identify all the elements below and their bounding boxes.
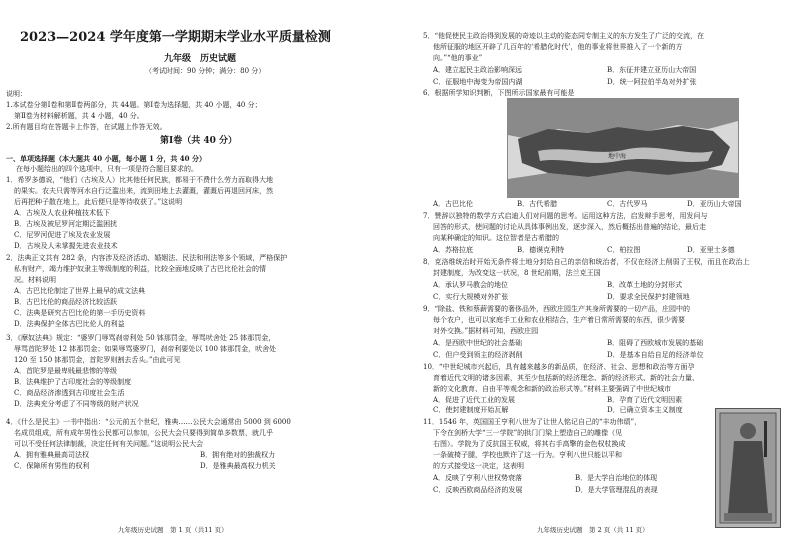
q2-option-d[interactable]: D．法典保护全体古巴比伦人的利益 bbox=[14, 320, 125, 328]
q7-stem-3: 向某种确定的知识。这位智者是古希腊的 bbox=[433, 234, 559, 242]
q10-stem-2: 育着近代文明的诸多因素，其至少包括新的经济理念、新的经济形式、新的社会力量、 bbox=[433, 374, 699, 382]
q2-stem-3: 况。材料说明 bbox=[14, 276, 56, 284]
footer-left: 九年级历史试题 第 1 页（共11 页） bbox=[118, 526, 228, 534]
q4-option-b[interactable]: B．拥有绝对的独裁权力 bbox=[200, 451, 276, 459]
q7-option-c[interactable]: C．柏拉图 bbox=[607, 246, 641, 254]
q3-stem-1: 3．《摩奴法典》规定：“婆罗门辱骂刹帝利处 50 钵那罚金，辱骂吠舍处 25 钵那罚金， bbox=[6, 334, 276, 342]
q5-option-c[interactable]: C．征服地中海变为帝国内湖 bbox=[433, 78, 523, 86]
q11-stem-3: 右图）。学院为了反抗国王权威，将其右手高擎的金色权杖换成 bbox=[433, 440, 626, 448]
exam-title: 2023—2024 学年度第一学期期末学业水平质量检测 bbox=[20, 30, 331, 45]
q11-stem-5: 的方式接受这一决定，这表明 bbox=[433, 462, 524, 470]
q4-option-c[interactable]: C．保障所有男性的权利 bbox=[14, 462, 90, 470]
q2-option-c[interactable]: C．法典是研究古巴比伦的第一手历史资料 bbox=[14, 309, 146, 317]
q7-option-d[interactable]: D．亚里士多德 bbox=[687, 246, 735, 254]
instruction-1-cont: 第Ⅱ卷为材料解析题，共 4 小题，40 分。 bbox=[14, 112, 144, 120]
footer-right: 九年级历史试题 第 2 页（共 11 页） bbox=[537, 526, 649, 534]
q4-option-d[interactable]: D．是雅典最高权力机关 bbox=[200, 462, 276, 470]
q11-option-d[interactable]: D．是大学管理混乱的表现 bbox=[575, 486, 658, 494]
q10-option-c[interactable]: C．使封建制度开始瓦解 bbox=[433, 406, 509, 414]
q8-option-b[interactable]: B．改革土地的分封形式 bbox=[607, 281, 683, 289]
statue-portrait-image bbox=[715, 408, 781, 528]
statue-pedestal bbox=[724, 513, 772, 521]
q11-option-b[interactable]: B．是大学自治地位的体现 bbox=[575, 474, 658, 482]
empire-map bbox=[507, 98, 739, 198]
q9-option-b[interactable]: B．阻碍了西欧城市发展的基础 bbox=[607, 339, 704, 347]
q6-option-c[interactable]: C．古代罗马 bbox=[607, 200, 648, 208]
q2-stem-2: 私有财产，竭力维护奴隶主等级制度的利益，比较全面地反映了古巴比伦社会的情 bbox=[14, 265, 266, 273]
q9-option-a[interactable]: A．是西欧中世纪的社会基础 bbox=[433, 339, 523, 347]
q4-stem-3: 可以不受任何法律制裁，决定任何有关问题。”这说明公民大会 bbox=[14, 440, 204, 448]
q9-stem-3: 对外交换。”据材料可知，西欧庄园 bbox=[433, 327, 539, 335]
q5-option-d[interactable]: D．统一阿拉伯半岛对外扩张 bbox=[607, 78, 697, 86]
q2-option-b[interactable]: B．古巴比伦的商品经济比较活跃 bbox=[14, 298, 118, 306]
q3-option-b[interactable]: B．法典维护了古印度社会的等级制度 bbox=[14, 378, 132, 386]
subject-heading: 九年级 历史试题 bbox=[164, 54, 237, 64]
q6-option-a[interactable]: A．古巴比伦 bbox=[433, 200, 474, 208]
q11-option-c[interactable]: C．反映西欧商品经济的发展 bbox=[433, 486, 523, 494]
q9-option-c[interactable]: C．但户受到领主的经济剥削 bbox=[433, 351, 523, 359]
q1-stem-1: 1．希罗多德说，“他们（古埃及人）比其他任何民族，都易于不费什么劳力而取得大地 bbox=[6, 176, 274, 184]
q3-option-a[interactable]: A．首陀罗是最卑贱最悲惨的等级 bbox=[14, 367, 118, 375]
q3-option-d[interactable]: D．法典充分考虑了不同等级的财产状况 bbox=[14, 400, 139, 408]
q7-stem-2: 回答的形式，使问题的讨论从具体事例出发，逐步深入，然后概括出普遍的结论，最后走 bbox=[433, 223, 706, 231]
q2-option-a[interactable]: A．古巴比伦制定了世界上最早的成文法典 bbox=[14, 287, 146, 295]
statue-body bbox=[728, 441, 768, 513]
map-sea-label: 地中海 bbox=[608, 153, 627, 160]
instruction-2: 2.所有题目均在答题卡上作答，在试题上作答无效。 bbox=[6, 123, 167, 131]
q1-option-c[interactable]: C．尼罗河促进了埃及农业发展 bbox=[14, 231, 111, 239]
q9-stem-2: 每个农户，也可以家庭手工业和农业相结合，生产着日常所需要的东西，很少需要 bbox=[433, 316, 685, 324]
q6-option-b[interactable]: B．古代希腊 bbox=[517, 200, 558, 208]
statue-head bbox=[740, 423, 756, 439]
q10-stem-3: 新的文化教育、自由平等观念和新的政治形式等。”材料主要强调了中世纪城市 bbox=[433, 385, 672, 393]
part1-title: 第Ⅰ卷（共 40 分） bbox=[160, 136, 238, 146]
q8-option-d[interactable]: D．要求全民保护封建领地 bbox=[607, 293, 690, 301]
q1-option-d[interactable]: D．古埃及人未掌握先进农业技术 bbox=[14, 242, 118, 250]
q11-stem-1: 11．1546 年，英国国王亨利八世为了让世人铭记自己的“丰功伟绩”， bbox=[423, 418, 642, 426]
q7-option-a[interactable]: A．苏格拉底 bbox=[433, 246, 474, 254]
q6-stem: 6．根据所学知识判断，下图所示国家最有可能是 bbox=[423, 89, 575, 97]
q5-option-b[interactable]: B．东征并建立亚历山大帝国 bbox=[607, 66, 697, 74]
q8-stem-2: 封建制度，为改变这一状况，8 世纪前期，法兰克王国 bbox=[433, 269, 601, 277]
q4-option-a[interactable]: A．拥有雅典最高司法权 bbox=[14, 451, 90, 459]
section-heading: 一、单项选择题（本大题共 40 小题，每小题 1 分，共 40 分） bbox=[6, 154, 206, 163]
q7-stem-1: 7．赞辞以独特的数学方式启迪人们对问题的思考。运用这种方法，启发辩手思考，用发问与 bbox=[423, 212, 708, 220]
q10-option-a[interactable]: A．促进了近代工业的发展 bbox=[433, 396, 516, 404]
q10-option-b[interactable]: B．孕育了近代文明因素 bbox=[607, 396, 683, 404]
q10-option-d[interactable]: D．已确立资本主义制度 bbox=[607, 406, 683, 414]
q4-stem-1: 4．《什么是民主》一书中指出：“公元前五个世纪，雅典……公民大会通常由 5000 到 6000 bbox=[6, 418, 291, 426]
instruction-1: 1.本试卷分第Ⅰ卷和第Ⅱ卷两部分，共 44题。第Ⅰ卷为选择题，共 40 小题，40 分； bbox=[6, 101, 262, 109]
statue-graphic bbox=[716, 409, 780, 527]
q1-stem-3: 后再把种子散在地上，此后便只是等待收获了。”这说明 bbox=[14, 198, 183, 206]
q1-option-a[interactable]: A．古埃及人农业种植技术低下 bbox=[14, 209, 111, 217]
section-note: 在每小题给出的四个选项中，只有一项是符合题目要求的。 bbox=[16, 165, 198, 173]
q11-option-a[interactable]: A．反映了亨利八世权势衰落 bbox=[433, 474, 523, 482]
statue-chair-leg bbox=[764, 421, 767, 457]
q5-stem-1: 5．“他促使民主政治得到发展的奇迹以主动的姿态同专制主义的东方发生了广泛的交流，在 bbox=[423, 32, 705, 40]
q3-option-c[interactable]: C．商品经济渗透到古印度社会生活 bbox=[14, 389, 125, 397]
q6-option-d[interactable]: D．亚历山大帝国 bbox=[687, 200, 742, 208]
q8-option-a[interactable]: A．承认罗马教会的地位 bbox=[433, 281, 509, 289]
page-2 bbox=[397, 0, 794, 550]
q9-option-d[interactable]: D．是基本自给自足的经济单位 bbox=[607, 351, 704, 359]
q11-stem-4: 一条破椅子腿，学校也默许了这一行为。亨利八世只能以平和 bbox=[433, 451, 622, 459]
q2-stem-1: 2．法典正文共有 282 条，内容涉及经济活动、婚姻法、民法和刑法等多个领域，严格保护 bbox=[6, 254, 288, 262]
q3-stem-2: 辱骂首陀罗处 12 钵那罚金；如果辱骂婆罗门，刹帝利要处以 100 钵那罚金，吠舍处 bbox=[14, 345, 277, 353]
q11-stem-2: 下令在剑桥大学“三一学院”的拱门门梁上塑造自己的雕像（见 bbox=[433, 429, 623, 437]
instructions-label: 说明： bbox=[6, 90, 27, 98]
q8-stem-1: 8．克洛维统治时开始无条件将土地分封给自己的亲信和统治者，不仅在经济上削弱了王权，而且在政治上 bbox=[423, 258, 750, 266]
map-graphic bbox=[508, 99, 738, 197]
q5-option-a[interactable]: A．建立起民主政治影响深远 bbox=[433, 66, 523, 74]
q8-option-c[interactable]: C．实行大规模对外扩张 bbox=[433, 293, 509, 301]
q5-stem-3: 向。”“他的事业” bbox=[433, 54, 483, 62]
q3-stem-3: 120 至 150 钵那罚金，首陀罗则割去舌头。”由此可见 bbox=[14, 356, 181, 364]
q1-stem-2: 的果实。农夫只需等河水自行泛滥出来，流到田地上去灌溉，灌溉后再退回河床，然 bbox=[14, 187, 273, 195]
q7-option-b[interactable]: B．德谟克利特 bbox=[517, 246, 565, 254]
q4-stem-2: 名成员组成，所有成年男性公民都可以参加，公民大会只要得到简单多数票，就几乎 bbox=[14, 429, 273, 437]
q10-stem-1: 10．“中世纪城市兴起后，具有越来越多的新品质，在经济、社会、思想和政治等方面孕 bbox=[423, 363, 695, 371]
q1-option-b[interactable]: B．古埃及被尼罗河定期泛滥困扰 bbox=[14, 220, 118, 228]
q5-stem-2: 他所征服的地区开辟了几百年的‘希腊化时代’，他的事业将世界推入了一个新的方 bbox=[433, 43, 683, 51]
q9-stem-1: 9．“除盐、铁和蔡薪需要的奢侈品外，西欧庄园生产其身所需要的一切产品，庄园中的 bbox=[423, 305, 691, 313]
exam-info: （考试时间：90 分钟；满分：80 分） bbox=[145, 67, 266, 75]
